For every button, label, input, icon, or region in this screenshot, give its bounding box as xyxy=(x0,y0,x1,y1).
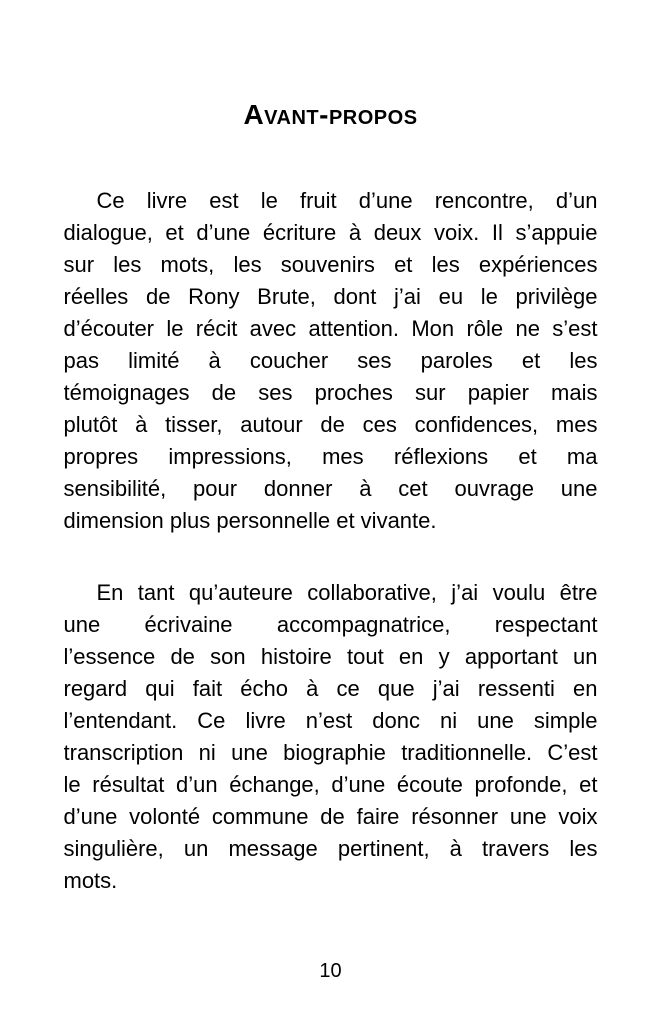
text-line: plutôt à tisser, autour de ces confidences, mes xyxy=(63,412,598,437)
text-line: dimension plus personnelle et vivante. xyxy=(63,508,437,533)
text-line: regard qui fait écho à ce que j’ai ressenti en xyxy=(63,676,598,701)
text-line: une écrivaine accompagnatrice, respectant xyxy=(63,612,598,637)
text-line: le résultat d’un échange, d’une écoute profonde, et xyxy=(63,772,598,797)
page-number: 10 xyxy=(319,960,342,982)
text-line: d’une volonté commune de faire résonner une voix xyxy=(63,804,598,829)
text-line: dialogue, et d’une écriture à deux voix. Il s’appuie xyxy=(63,220,598,245)
text-line: d’écouter le récit avec attention. Mon rôle ne s’est xyxy=(63,316,598,341)
text-line: l’entendant. Ce livre n’est donc ni une simple xyxy=(63,708,598,733)
text-line: réelles de Rony Brute, dont j’ai eu le privilège xyxy=(63,284,598,309)
text-line: propres impressions, mes réflexions et ma xyxy=(63,444,598,469)
text-line: transcription ni une biographie traditionnelle. C’est xyxy=(63,740,598,765)
paragraph-1 xyxy=(64,185,598,537)
text-line: pas limité à coucher ses paroles et les xyxy=(63,348,598,373)
chapter-title: Avant-propos xyxy=(243,99,418,130)
text-line: singulière, un message pertinent, à travers les xyxy=(63,836,598,861)
text-line: sur les mots, les souvenirs et les expériences xyxy=(63,252,598,277)
text-line: Ce livre est le fruit d’une rencontre, d’un xyxy=(96,188,598,213)
paragraph-2 xyxy=(64,577,598,897)
text-line: témoignages de ses proches sur papier mais xyxy=(63,380,598,405)
text-line: l’essence de son histoire tout en y apportant un xyxy=(63,644,598,669)
body-text xyxy=(64,185,598,897)
text-line: sensibilité, pour donner à cet ouvrage une xyxy=(63,476,598,501)
text-line: En tant qu’auteure collaborative, j’ai voulu être xyxy=(96,580,598,605)
text-line: mots. xyxy=(63,868,118,893)
